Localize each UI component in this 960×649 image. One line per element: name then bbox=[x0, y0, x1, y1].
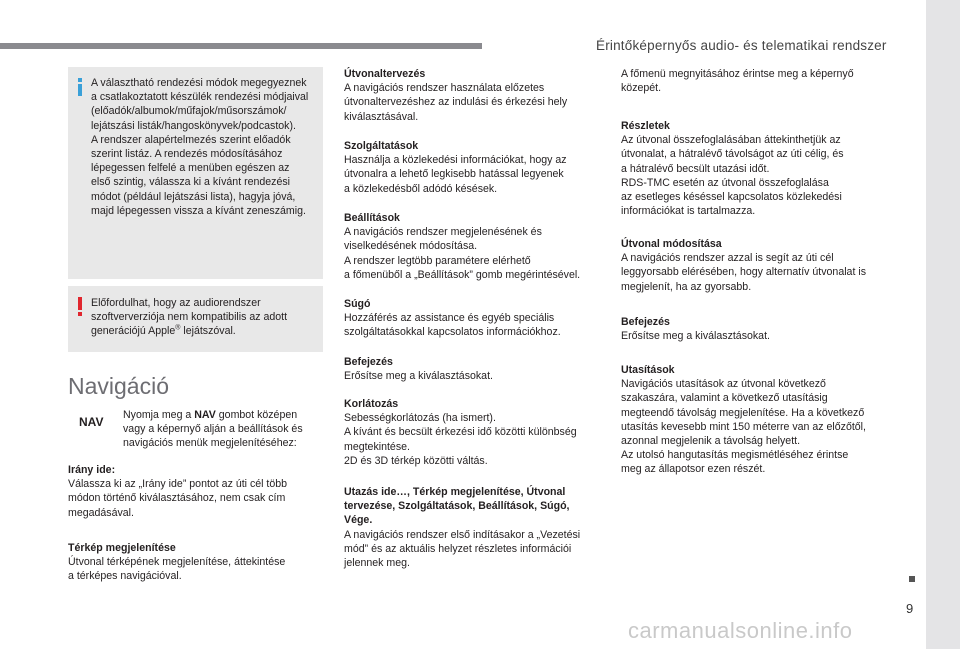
item-text: A navigációs rendszer megjelenésének és viselkedésének módosítása. A rendszer legtöbb paramétere elérhető a főmenüből a „Beállítások” gomb megérintésével. bbox=[344, 226, 581, 281]
main-menu-hint bbox=[621, 67, 883, 95]
side-strip bbox=[926, 0, 960, 649]
item-heading: Beállítások bbox=[344, 212, 400, 224]
item-heading: Súgó bbox=[344, 298, 371, 310]
page-marker-square bbox=[909, 576, 915, 582]
menu-item-help bbox=[344, 297, 604, 340]
page-header-title: Érintőképernyős audio- és telematikai rendszer bbox=[596, 38, 887, 53]
warning-text-part2: lejátszóval. bbox=[180, 325, 236, 338]
item-text: A navigációs rendszer használata előzetes útvonaltervezéshez az indulási és érkezési hely kiválasztásával. bbox=[344, 82, 568, 123]
item-heading: Térkép megjelenítése bbox=[68, 542, 176, 554]
warning-icon bbox=[77, 297, 83, 317]
page-number: 9 bbox=[906, 601, 914, 616]
nav-desc-bold: NAV bbox=[194, 409, 216, 421]
warning-text-part1: Előfordulhat, hogy az audiorendszer szoftververziója nem kompatibilis az adott generációjú Apple bbox=[91, 297, 288, 338]
item-text: Navigációs utasítások az útvonal következő szakaszára, valamint a következő utasításig megteendő távolság megjelenítése. Ha a következő utasítás kevesebb mint 150 méterre van az előzőtől, azonnal megjelenik a távolság helyett. Az utolsó hangutasítás megismétléséhez érintse meg az állapotsor ezen részét. bbox=[621, 378, 866, 476]
nav-button-label: NAV bbox=[79, 415, 104, 429]
item-text: A navigációs rendszer első indításakor a „Vezetési mód” és az aktuális helyzet részletes információi jelennek meg. bbox=[344, 528, 581, 570]
item-text: Sebességkorlátozás (ha ismert). A kívánt és becsült érkezési idő közötti különbség megtekintése. 2D és 3D térkép közötti váltás. bbox=[344, 412, 577, 467]
item-text: Az útvonal összefoglalásában áttekinthetjük az útvonalat, a hátralévő távolságot az úti célig, és a hátralévő becsült utazási időt. RDS-TMC esetén az útvonal összefoglalása az esetleges késéssel kapcsolatos közlekedési információkat is tartalmazza. bbox=[621, 134, 844, 218]
item-text: A főmenü megnyitásához érintse meg a képernyő közepét. bbox=[621, 68, 854, 95]
warning-box-text bbox=[91, 296, 321, 339]
nav-desc-part2: gombot középen vagy a képernyő alján a beállítások és navigációs menük megjelenítéséhez: bbox=[123, 409, 303, 450]
item-text: Erősítse meg a kiválasztásokat. bbox=[621, 330, 770, 343]
menu-item-destination bbox=[68, 463, 330, 520]
header-rule bbox=[0, 43, 482, 49]
item-text: A navigációs rendszer azzal is segít az úti cél leggyorsabb elérésében, hogy alternatív útvonalat is megjelenít, ha az gyorsabb. bbox=[621, 252, 866, 293]
menu-item-route-planning bbox=[344, 67, 604, 124]
info-box-text: A választható rendezési módok megegyeznek a csatlakoztatott készülék rendezési módjaival (előadók/albumok/műfajok/műsorszámok/ lejátszási listák/hangoskönyvek/podcastok). A rendszer alapértelmezés szerint előadók szerint listáz. A rendezés módosításához lépegessen felfelé a menüben egészen az első szintig, válassza ki a kívánt rendezési módot (például lejátszási lista), hagyja jóvá, majd lépegessen vissza a kívánt zeneszámig. bbox=[91, 77, 309, 217]
item-heading: Útvonaltervezés bbox=[344, 68, 426, 80]
item-text: Erősítse meg a kiválasztásokat. bbox=[344, 370, 493, 383]
item-text: Válassza ki az „Irány ide” pontot az úti cél több módon történő kiválasztásához, nem csak cím megadásával. bbox=[68, 478, 288, 519]
item-heading: Szolgáltatások bbox=[344, 140, 419, 152]
menu-item-instructions bbox=[621, 363, 883, 477]
menu-item-details bbox=[621, 119, 883, 218]
nav-description bbox=[123, 408, 323, 451]
menu-item-route-change bbox=[621, 237, 883, 294]
watermark: carmanualsonline.info bbox=[628, 618, 853, 643]
nav-desc-part1: Nyomja meg a bbox=[123, 409, 195, 421]
registered-mark: ® bbox=[175, 324, 181, 332]
item-text: Használja a közlekedési információkat, hogy az útvonalra a lehető legkisebb hatással legyenek a közlekedésből adódó késések. bbox=[344, 154, 567, 195]
menu-item-limits bbox=[344, 397, 604, 468]
menu-item-services bbox=[344, 139, 604, 196]
item-text: Hozzáférés az assistance és egyéb speciális szolgáltatásokkal kapcsolatos információkhoz. bbox=[344, 312, 561, 339]
item-heading: Utasítások bbox=[621, 364, 675, 376]
menu-item-settings bbox=[344, 211, 604, 282]
info-icon bbox=[77, 78, 83, 96]
item-heading: Utazás ide…, Térkép megjelenítése, Útvonal tervezése, Szolgáltatások, Beállítások, Súgó, Vége. bbox=[344, 486, 570, 527]
item-heading: Befejezés bbox=[621, 316, 670, 328]
menu-item-finish-2 bbox=[621, 315, 883, 343]
warning-box bbox=[68, 286, 323, 352]
item-heading: Befejezés bbox=[344, 356, 393, 368]
item-heading: Korlátozás bbox=[344, 398, 399, 410]
menu-item-map-view bbox=[68, 541, 330, 584]
item-heading: Irány ide: bbox=[68, 464, 116, 476]
info-box bbox=[68, 67, 323, 279]
item-heading: Útvonal módosítása bbox=[621, 238, 722, 250]
item-text: Útvonal térképének megjelenítése, áttekintése a térképes navigációval. bbox=[68, 556, 286, 583]
section-title: Navigáció bbox=[68, 373, 169, 399]
menu-item-finish bbox=[344, 355, 604, 383]
item-heading: Részletek bbox=[621, 120, 670, 132]
menu-item-first-start bbox=[344, 485, 604, 570]
